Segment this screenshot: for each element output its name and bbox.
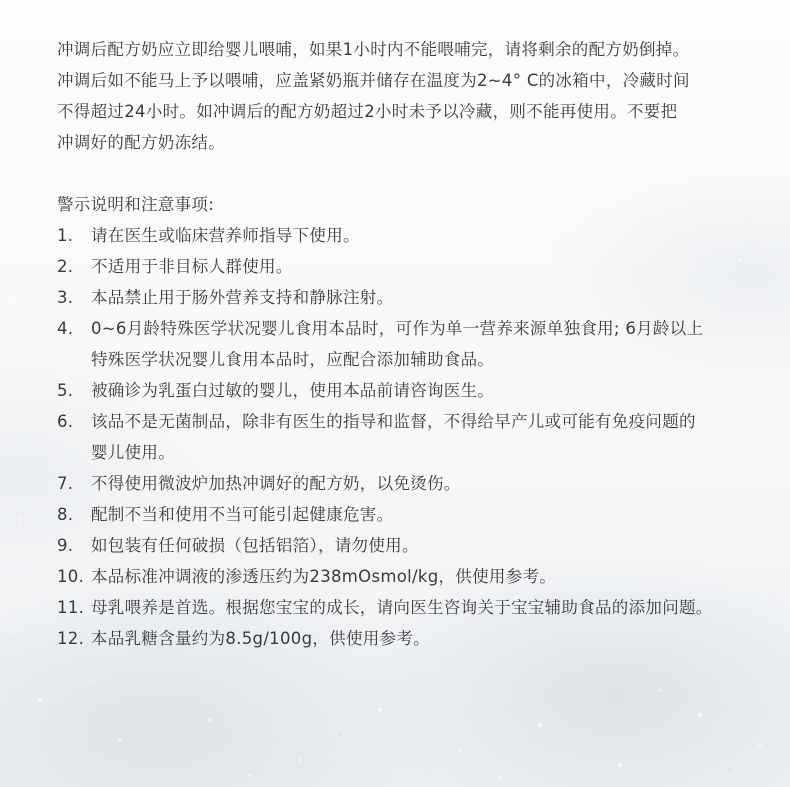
list-item — [57, 375, 757, 406]
item-line: 本品禁止用于肠外营养支持和静脉注射。 — [91, 288, 394, 307]
item-line: 请在医生或临床营养师指导下使用。 — [91, 226, 360, 245]
item-line: 配制不当和使用不当可能引起健康危害。 — [91, 505, 394, 524]
item-line: 母乳喂养是首选。根据您宝宝的成长，请向医生咨询关于宝宝辅助食品的添加问题。 — [91, 598, 713, 617]
item-number: 11. — [57, 598, 85, 617]
list-item — [57, 499, 757, 530]
item-number: 6. — [57, 412, 74, 431]
list-item — [57, 313, 757, 375]
item-text — [91, 468, 757, 499]
item-line: 0~6月龄特殊医学状况婴儿食用本品时，可作为单一营养来源单独食用; 6月龄以上 — [91, 319, 704, 338]
intro-line: 不得超过24小时。如冲调后的配方奶超过2小时未予以冷藏，则不能再使用。不要把 — [57, 102, 678, 121]
item-text — [91, 592, 757, 623]
intro-line: 冲调后如不能马上予以喂哺，应盖紧奶瓶并储存在温度为2~4° C的冰箱中，冷藏时间 — [57, 71, 690, 90]
list-item — [57, 530, 757, 561]
item-number: 2. — [57, 257, 74, 276]
preparation-instructions — [57, 34, 757, 158]
item-text — [91, 623, 757, 654]
item-text — [91, 313, 757, 375]
item-number: 7. — [57, 474, 74, 493]
item-number: 1. — [57, 226, 74, 245]
intro-line: 冲调后配方奶应立即给婴儿喂哺，如果1小时内不能喂哺完，请将剩余的配方奶倒掉。 — [57, 40, 690, 59]
item-line: 不得使用微波炉加热冲调好的配方奶，以免烫伤。 — [91, 474, 461, 493]
warnings-heading: 警示说明和注意事项: — [57, 195, 215, 214]
item-text — [91, 282, 757, 313]
item-line: 特殊医学状况婴儿食用本品时，应配合添加辅助食品。 — [91, 350, 495, 369]
item-text — [91, 251, 757, 282]
item-line: 被确诊为乳蛋白过敏的婴儿，使用本品前请咨询医生。 — [91, 381, 495, 400]
item-line: 如包装有任何破损（包括铝箔），请勿使用。 — [91, 536, 419, 555]
item-number: 5. — [57, 381, 74, 400]
item-number: 4. — [57, 319, 74, 338]
list-item — [57, 592, 757, 623]
document-body — [57, 34, 757, 654]
item-number: 12. — [57, 629, 85, 648]
item-number: 10. — [57, 567, 85, 586]
list-item — [57, 282, 757, 313]
list-item — [57, 561, 757, 592]
item-line: 该品不是无菌制品，除非有医生的指导和监督，不得给早产儿或可能有免疫问题的 — [91, 412, 696, 431]
list-item — [57, 251, 757, 282]
item-text — [91, 561, 757, 592]
item-text — [91, 220, 757, 251]
item-line: 婴儿使用。 — [91, 443, 175, 462]
list-item — [57, 623, 757, 654]
item-number: 8. — [57, 505, 74, 524]
list-item — [57, 468, 757, 499]
item-text — [91, 530, 757, 561]
item-line: 本品乳糖含量约为8.5g/100g，供使用参考。 — [91, 629, 430, 648]
item-line: 不适用于非目标人群使用。 — [91, 257, 293, 276]
item-number: 3. — [57, 288, 74, 307]
item-text — [91, 499, 757, 530]
item-number: 9. — [57, 536, 74, 555]
item-text — [91, 406, 757, 468]
item-text — [91, 375, 757, 406]
warnings-list — [57, 220, 757, 654]
item-line: 本品标准冲调液的渗透压约为238mOsmol/kg，供使用参考。 — [91, 567, 557, 586]
list-item — [57, 406, 757, 468]
intro-line: 冲调好的配方奶冻结。 — [57, 133, 225, 152]
list-item — [57, 220, 757, 251]
